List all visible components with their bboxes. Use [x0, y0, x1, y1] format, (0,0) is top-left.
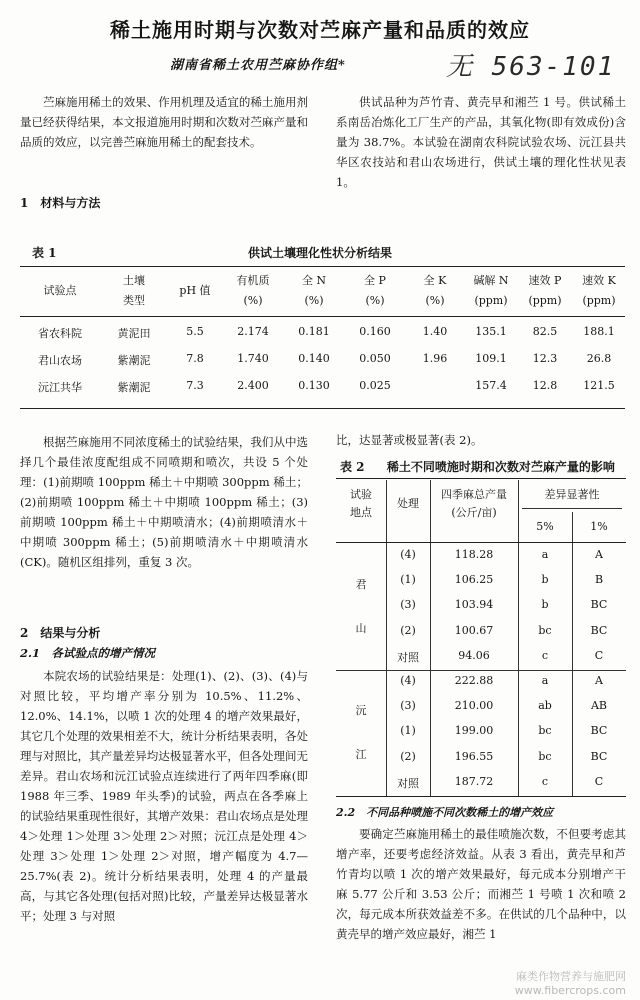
- table-2-cell: BC: [590, 623, 608, 637]
- table-1-cell: 12.3: [532, 352, 558, 365]
- table-2-cell: (2): [400, 623, 416, 637]
- table-1-cell: 121.5: [583, 379, 615, 392]
- table-1-cell: 7.3: [186, 379, 204, 392]
- table-2-cell: (2): [400, 749, 416, 763]
- table-1-top-rule: [20, 266, 625, 267]
- table-2-header-1pct: 1%: [590, 520, 608, 533]
- table-1-cell: 沅江共华: [38, 381, 82, 394]
- table-1-header-cell: 全 N: [301, 274, 327, 287]
- table-2-cell: (1): [400, 573, 416, 587]
- table-2-top-rule: [336, 478, 626, 479]
- table-2-cell: 103.94: [454, 598, 494, 612]
- table-1-cell: 2.400: [237, 379, 269, 392]
- table-2-cell: BC: [590, 598, 608, 612]
- table-2-cell: AB: [590, 699, 608, 713]
- table-2-cell: b: [541, 598, 549, 612]
- table-2-cell: (4): [400, 674, 416, 687]
- table-1-header-cell: 碱解 N: [473, 274, 509, 287]
- table-2-cell: (3): [400, 699, 416, 713]
- table-1-header-cell: (%): [243, 294, 263, 307]
- table-2-column-divider: [430, 480, 431, 796]
- table-1-header-cell: (ppm): [528, 294, 562, 307]
- table-2-cell: 对照: [397, 776, 419, 790]
- table-1-cell: 135.1: [475, 325, 507, 338]
- table-2-cell: (3): [400, 598, 416, 612]
- table-1-cell: 188.1: [583, 325, 615, 338]
- intro-paragraph: 苎麻施用稀土的效果、作用机理及适宜的稀土施用剂量已经获得结果，本文报道施用时期和次数对苎麻产量和品质的效应，以完善苎麻施用稀土的配套技术。: [20, 95, 308, 149]
- table-1-cell: 12.8: [532, 379, 558, 392]
- table-2-site-label: 江: [355, 748, 367, 761]
- article-title: 稀土施用时期与次数对苎麻产量和品质的效应: [110, 18, 530, 42]
- materials-paragraph: 供试品种为芦竹青、黄壳早和湘苎 1 号。供试稀土系南岳冶炼化工厂生产的产品，其氧化物(即有效成份)含量为 38.7%。本试验在湖南农科院试验农场、沅江县共华区农技站和君山农场进行，供试土壤的理化性状见表 1。: [336, 95, 626, 189]
- continued-text: 比，达显著或极显著(表 2)。: [336, 433, 483, 447]
- subsection-2-2-heading: 2.2 不同品种喷施不同次数稀土的增产效应: [336, 806, 554, 819]
- table-2-header-yield: 四季麻总产量: [441, 488, 507, 501]
- table-2-bottom-rule: [336, 796, 626, 797]
- results-2-2-paragraph: 要确定苎麻施用稀土的最佳喷施次数，不但要考虑其增产率，还要考虑经济效益。从表 3 看出，黄壳早和芦竹青均以喷 1 次的增产效果最好，每元成本分别增产干麻 5.77 公斤和 3.53 公斤；而湘苎 1 号喷 1 次和喷 2 次，每元成本所获效益差不多。在供试的几个品种中，以黄壳早的增产效应最好，湘苎 1: [336, 827, 626, 941]
- table-1-cell: 1.40: [422, 325, 448, 338]
- table-2-cell: BC: [590, 749, 608, 763]
- table-1-cell: 0.160: [359, 325, 391, 338]
- table-1-header-cell: 类型: [123, 294, 145, 307]
- table-2-cell: BC: [590, 724, 608, 738]
- table-2-header-site: 试验: [350, 488, 372, 501]
- watermark-line-2: www.fibercrops.com: [514, 984, 626, 997]
- table-1-header-cell: 全 K: [423, 274, 447, 287]
- table-2-group-rule: [336, 670, 626, 671]
- table-1-cell: 157.4: [475, 379, 507, 392]
- table-2-cell: 对照: [397, 650, 419, 664]
- table-2-cell: c: [541, 648, 549, 662]
- table-1-header-cell: 土壤: [123, 274, 145, 287]
- table-1-cell: 省农科院: [38, 327, 82, 340]
- table-2-title: 稀土不同喷施时期和次数对苎麻产量的影响: [386, 460, 615, 474]
- table-1-cell: 1.740: [237, 352, 269, 365]
- table-2-header-treatment: 处理: [397, 497, 419, 510]
- table-1-cell: 5.5: [186, 325, 204, 338]
- table-1-header-cell: pH 值: [179, 284, 211, 297]
- table-2-cell: bc: [538, 623, 552, 637]
- table-2-cell: C: [594, 648, 604, 662]
- table-2-header-significance: 差异显著性: [544, 488, 600, 501]
- table-1-header-cell: 试验点: [43, 284, 77, 297]
- table-2-column-divider: [518, 480, 519, 796]
- table-1-header-cell: (%): [425, 294, 445, 307]
- table-2-cell: a: [541, 674, 549, 687]
- watermark: [515, 970, 626, 998]
- table-2-header-rule: [336, 542, 626, 543]
- handwritten-note: 无 563-101: [446, 52, 616, 82]
- table-1-header-cell: 速效 K: [582, 274, 616, 287]
- table-2-header-yield: (公斤/亩): [451, 506, 497, 519]
- table-2-cell: bc: [538, 749, 552, 763]
- table-2-cell: 210.00: [454, 699, 494, 713]
- table-1-cell: 7.8: [186, 352, 204, 365]
- table-2-cell: A: [595, 548, 603, 561]
- table-1-cell: 0.025: [359, 379, 391, 392]
- table-1-cell: 2.174: [237, 325, 269, 338]
- table-2-cell: 100.67: [454, 623, 494, 637]
- table-2-site-label: 君: [355, 578, 367, 591]
- table-2-label: 表 2: [340, 460, 365, 474]
- table-1-header-cell: (ppm): [474, 294, 508, 307]
- table-2-header-site: 地点: [350, 506, 372, 519]
- watermark-line-1: 麻类作物营养与施肥网: [516, 970, 626, 983]
- table-2-site-label: 沅: [355, 704, 367, 717]
- table-1-header-rule: [20, 316, 625, 317]
- table-1-cell: 1.96: [422, 352, 448, 365]
- table-2-site-label: 山: [355, 622, 367, 635]
- table-1-cell: 君山农场: [38, 354, 82, 367]
- table-2-column-divider: [386, 480, 387, 796]
- table-1-cell: 紫潮泥: [117, 354, 151, 367]
- table-2-cell: 199.00: [454, 724, 494, 738]
- table-2-cell: 94.06: [458, 648, 490, 662]
- table-2-cell: (1): [400, 724, 416, 738]
- table-1-cell: 0.140: [298, 352, 330, 365]
- table-2-sig-rule: [522, 508, 622, 509]
- table-2-cell: bc: [538, 724, 552, 738]
- table-1-cell: 0.050: [359, 352, 391, 365]
- table-2-cell: ab: [538, 699, 552, 713]
- table-1-cell: 紫潮泥: [117, 381, 151, 394]
- table-2-cell: A: [595, 674, 603, 687]
- table-2-cell: (4): [400, 548, 416, 561]
- table-1-header-cell: 有机质: [236, 274, 270, 287]
- table-2-cell: 106.25: [454, 573, 494, 587]
- table-1-header-cell: (%): [365, 294, 385, 307]
- design-paragraph: 根据苎麻施用不同浓度稀土的试验结果，我们从中选择几个最佳浓度配组成不同喷期和喷次，共设 5 个处理：(1)前期喷 100ppm 稀土＋中期喷 300ppm 稀土；(2)前期喷 100ppm 稀土＋中期喷 100ppm 稀土；(3)前期喷 100ppm 稀土＋中期喷清水；(4)前期喷清水＋中期喷 300ppm 稀土；(5)前期喷清水＋中期喷清水(CK)。随机区组排列，重复 3 次。: [20, 435, 308, 569]
- table-2-cell: 222.88: [454, 674, 494, 687]
- section-1-heading: 1 材料与方法: [20, 196, 101, 210]
- author-line: 湖南省稀土农用苎麻协作组*: [170, 58, 346, 73]
- table-1-header-cell: 速效 P: [528, 274, 562, 287]
- table-2-caption: [340, 458, 615, 475]
- table-1-cell: 0.181: [298, 325, 330, 338]
- table-2-cell: a: [541, 548, 549, 561]
- table-1-cell: 82.5: [532, 325, 558, 338]
- table-2-header-5pct: 5%: [536, 520, 554, 533]
- table-1-header-cell: (%): [304, 294, 324, 307]
- table-2-cell: b: [541, 573, 549, 587]
- table-1-cell: 26.8: [586, 352, 612, 365]
- table-2-cell: 187.72: [454, 774, 494, 788]
- table-2-cell: 196.55: [454, 749, 494, 763]
- table-1-label: 表 1: [32, 246, 57, 260]
- section-2-heading: 2 结果与分析: [20, 626, 101, 640]
- table-1-title: 供试土壤理化性状分析结果: [247, 246, 392, 260]
- table-1-header-cell: (ppm): [582, 294, 616, 307]
- table-2-cell: B: [594, 573, 604, 587]
- subsection-2-1-heading: 2.1 各试验点的增产情况: [20, 646, 156, 660]
- table-1-bottom-rule: [20, 408, 625, 409]
- table-1-cell: 0.130: [298, 379, 330, 392]
- table-2-cell: c: [541, 774, 549, 788]
- table-2-cell: C: [594, 774, 604, 788]
- table-1-cell: 109.1: [475, 352, 507, 365]
- table-2-cell: 118.28: [454, 548, 494, 561]
- table-1-cell: 黄泥田: [117, 327, 151, 340]
- table-1-header-cell: 全 P: [364, 274, 386, 287]
- results-2-1-paragraph: 本院农场的试验结果是：处理(1)、(2)、(3)、(4)与对照比较，平均增产率分别为 10.5%、11.2%、12.0%、14.1%，以喷 1 次的处理 4 的增产效果最好，其它几个处理的效果相差不大，统计分析结果表明，各处理与对照比，其产量差异均达极显著水平，但各处理间无差异。君山农场和沅江试验点连续进行了两年四季麻(即 1988 年三季、1989 年头季)的试验，两点在各季麻上的试验结果重现性很好，其增产效果：君山农场点是处理 4＞处理 1＞处理 3＞处理 2＞对照；沅江点是处理 4＞处理 3＞处理 1＞处理 2＞对照，增产幅度为 4.7—25.7%(表 2)。统计分析结果表明，处理 4 的产量最高，与其它各处理(包括对照)比较，产量差异达极显著水平；处理 3 与对照: [20, 669, 308, 923]
